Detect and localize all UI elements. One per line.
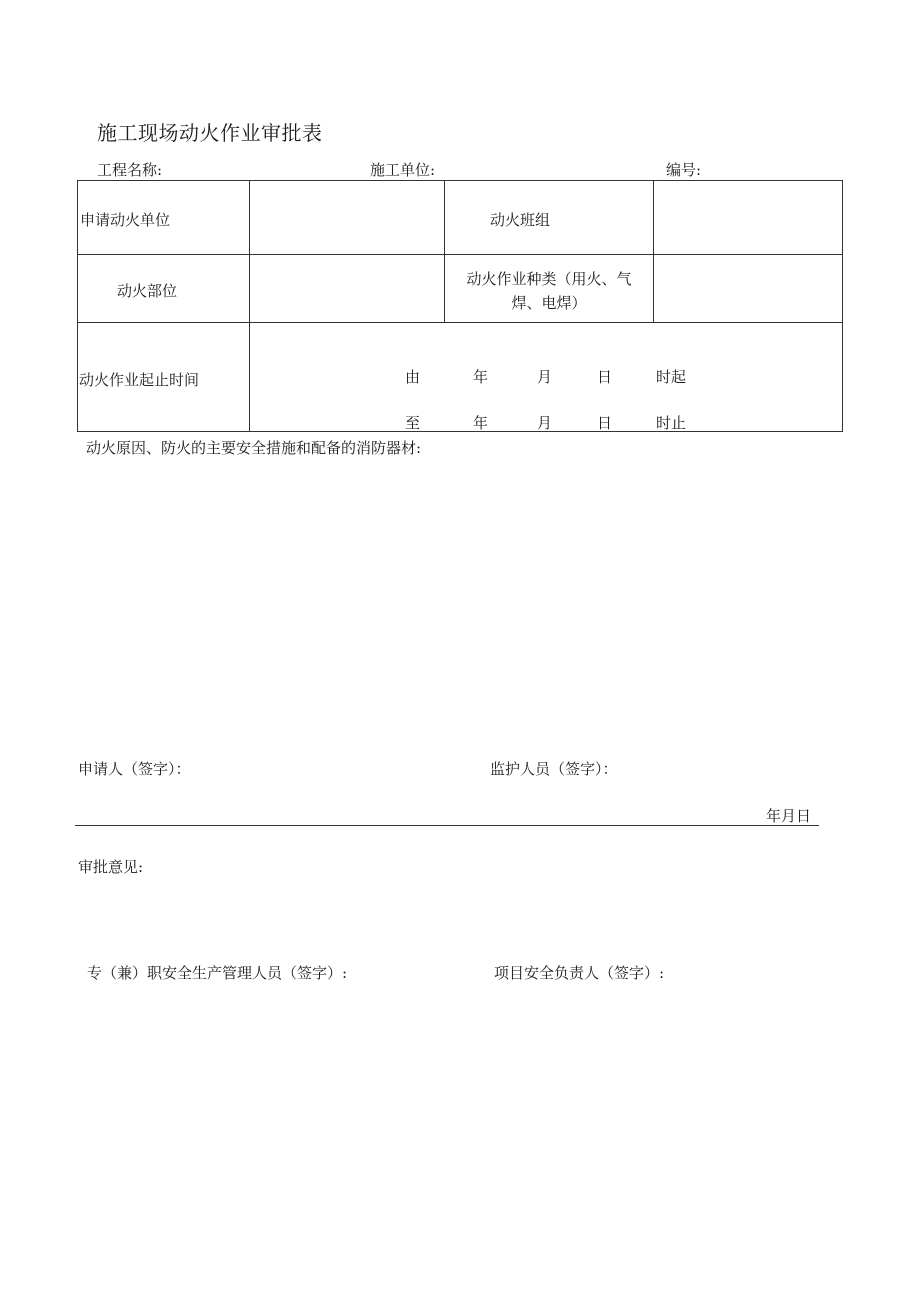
fire-type-label-line1: 动火作业种类（用火、气 [466,270,632,288]
from-prefix: 由 [405,368,421,386]
monitor-signature-label: 监护人员（签字）： [490,760,618,778]
applicant-signature-label: 申请人（签字）： [78,760,191,778]
table-divider [249,181,250,431]
hot-work-form-table [77,180,843,432]
to-day-label: 日 [597,414,613,432]
project-safety-lead-signature-label: 项目安全负责人（签字）: [494,964,665,982]
project-name-label: 工程名称: [97,161,163,179]
date-label: 年月日 [766,807,812,825]
from-month-label: 月 [537,368,553,386]
table-divider [653,181,654,323]
from-day-label: 日 [597,368,613,386]
construction-unit-label: 施工单位: [370,161,436,179]
fire-type-label [445,267,653,315]
measures-label: 动火原因、防火的主要安全措施和配备的消防器材: [86,439,422,457]
fire-team-label: 动火班组 [490,211,551,229]
section-divider [75,825,819,826]
to-hour-label: 时止 [656,414,687,432]
to-year-label: 年 [473,414,489,432]
safety-manager-signature-label: 专（兼）职安全生产管理人员（签字）: [87,964,348,982]
document-title: 施工现场动火作业审批表 [97,121,323,145]
form-number-label: 编号: [666,161,702,179]
table-divider [78,322,842,323]
from-year-label: 年 [473,368,489,386]
to-prefix: 至 [405,414,421,432]
applicant-unit-label: 申请动火单位 [80,211,171,229]
table-divider [78,254,842,255]
approval-opinion-label: 审批意见: [78,858,144,876]
from-hour-label: 时起 [656,368,687,386]
fire-location-label: 动火部位 [117,282,178,300]
fire-type-label-line2: 焊、电焊） [511,294,587,312]
to-month-label: 月 [537,414,553,432]
time-range-label: 动火作业起止时间 [79,371,200,389]
